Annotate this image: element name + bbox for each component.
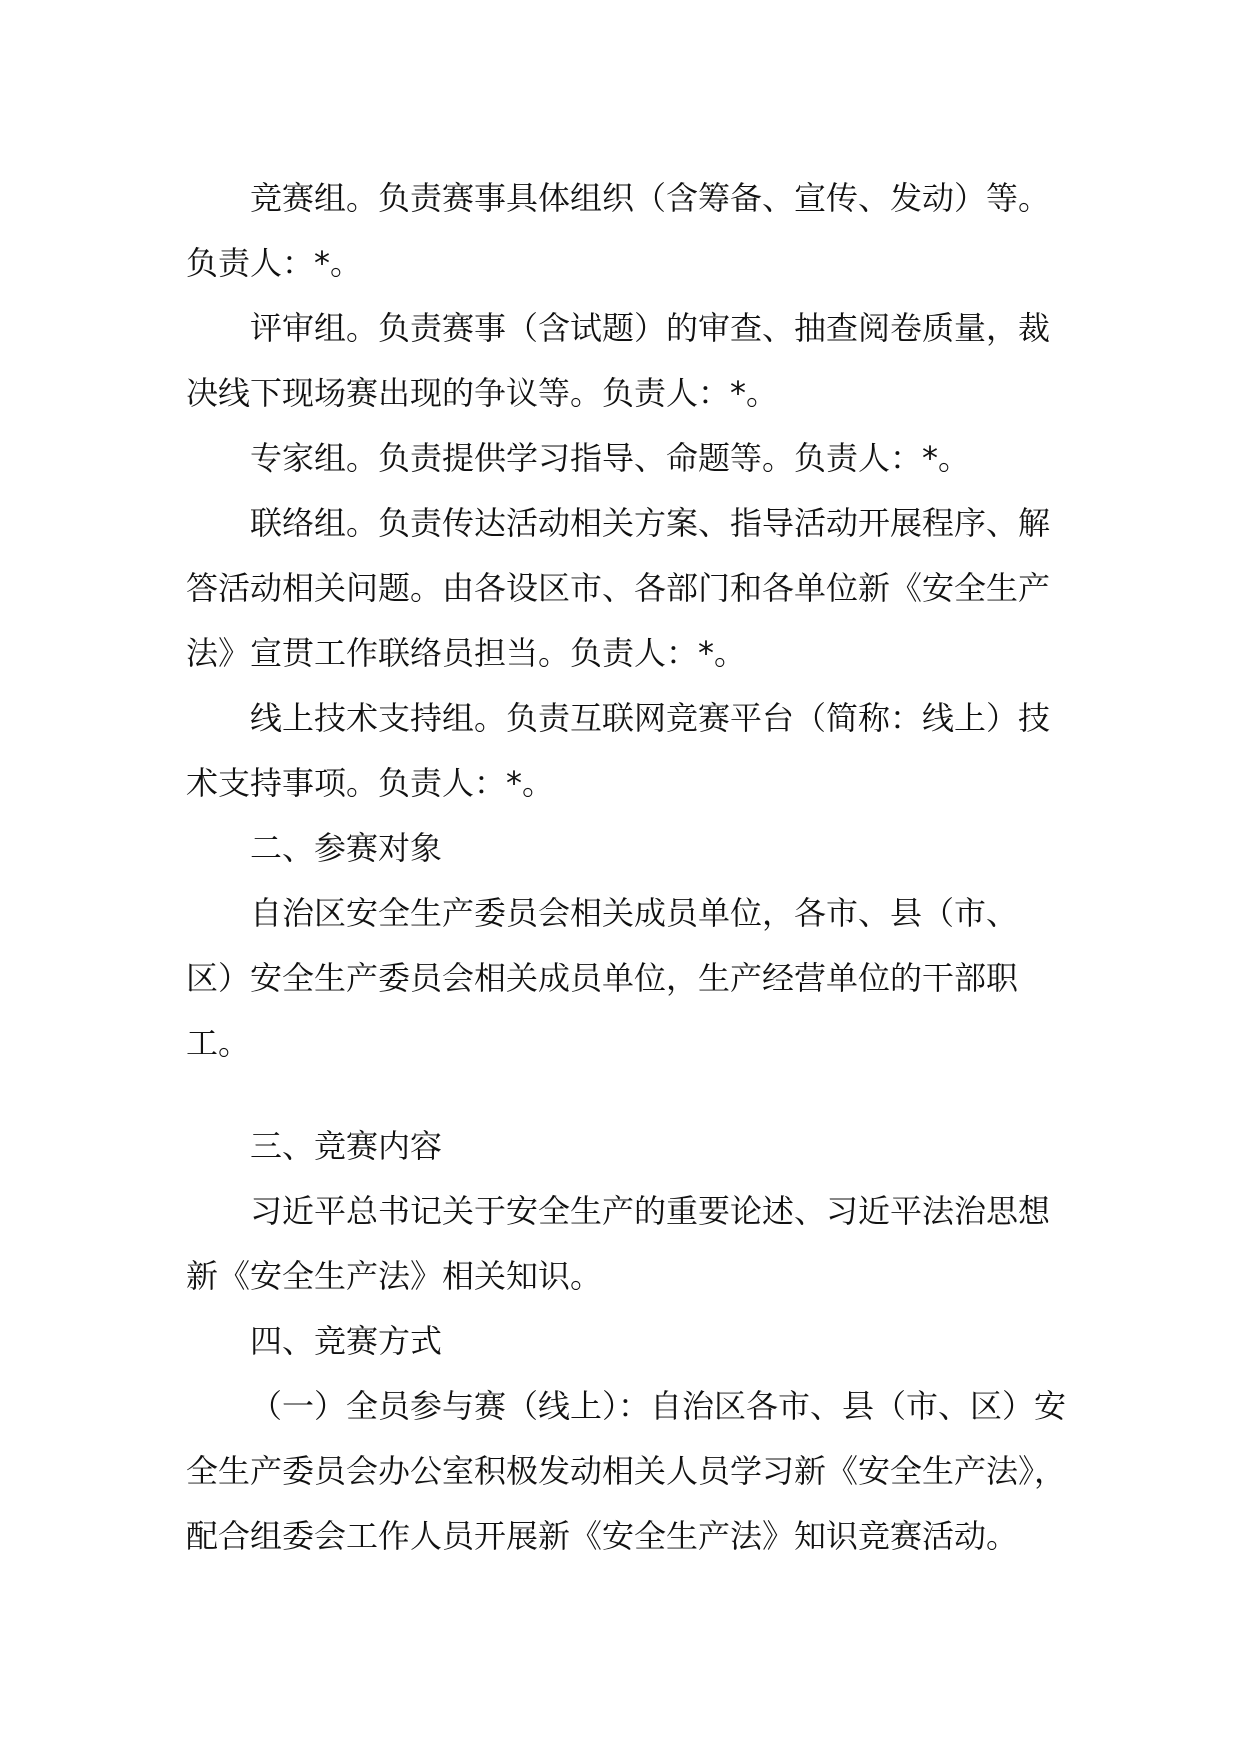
paragraph-participants: 自治区安全生产委员会相关成员单位，各市、县（市、区）安全生产委员会相关成员单位，生产经营单位的干部职工。: [186, 894, 1019, 1062]
section-heading-format: 四、竞赛方式: [250, 1322, 443, 1360]
section-heading-content: 三、竞赛内容: [250, 1127, 443, 1165]
paragraph-format-online: （一）全员参与赛（线上）：自治区各市、县（市、区）安全生产委员会办公室积极发动相关人员学习新《安全生产法》，配合组委会工作人员开展新《安全生产法》知识竞赛活动。: [186, 1387, 1067, 1555]
paragraph-tech-support-group: 线上技术支持组。负责互联网竞赛平台（简称：线上）技术支持事项。负责人：*。: [186, 699, 1051, 802]
paragraph-liaison-group: 联络组。负责传达活动相关方案、指导活动开展程序、解答活动相关问题。由各设区市、各部门和各单位新《安全生产法》宣贯工作联络员担当。负责人：*。: [186, 504, 1051, 672]
paragraph-content: 习近平总书记关于安全生产的重要论述、习近平法治思想新《安全生产法》相关知识。: [186, 1192, 1051, 1295]
paragraph-expert-group: 专家组。负责提供学习指导、命题等。负责人：*。: [250, 439, 971, 477]
paragraph-competition-group: 竞赛组。负责赛事具体组织（含筹备、宣传、发动）等。负责人：*。: [186, 179, 1051, 282]
paragraph-review-group: 评审组。负责赛事（含试题）的审查、抽查阅卷质量，裁决线下现场赛出现的争议等。负责人：*。: [186, 309, 1051, 412]
document-body: [186, 166, 1066, 1569]
section-heading-participants: 二、参赛对象: [250, 829, 443, 867]
